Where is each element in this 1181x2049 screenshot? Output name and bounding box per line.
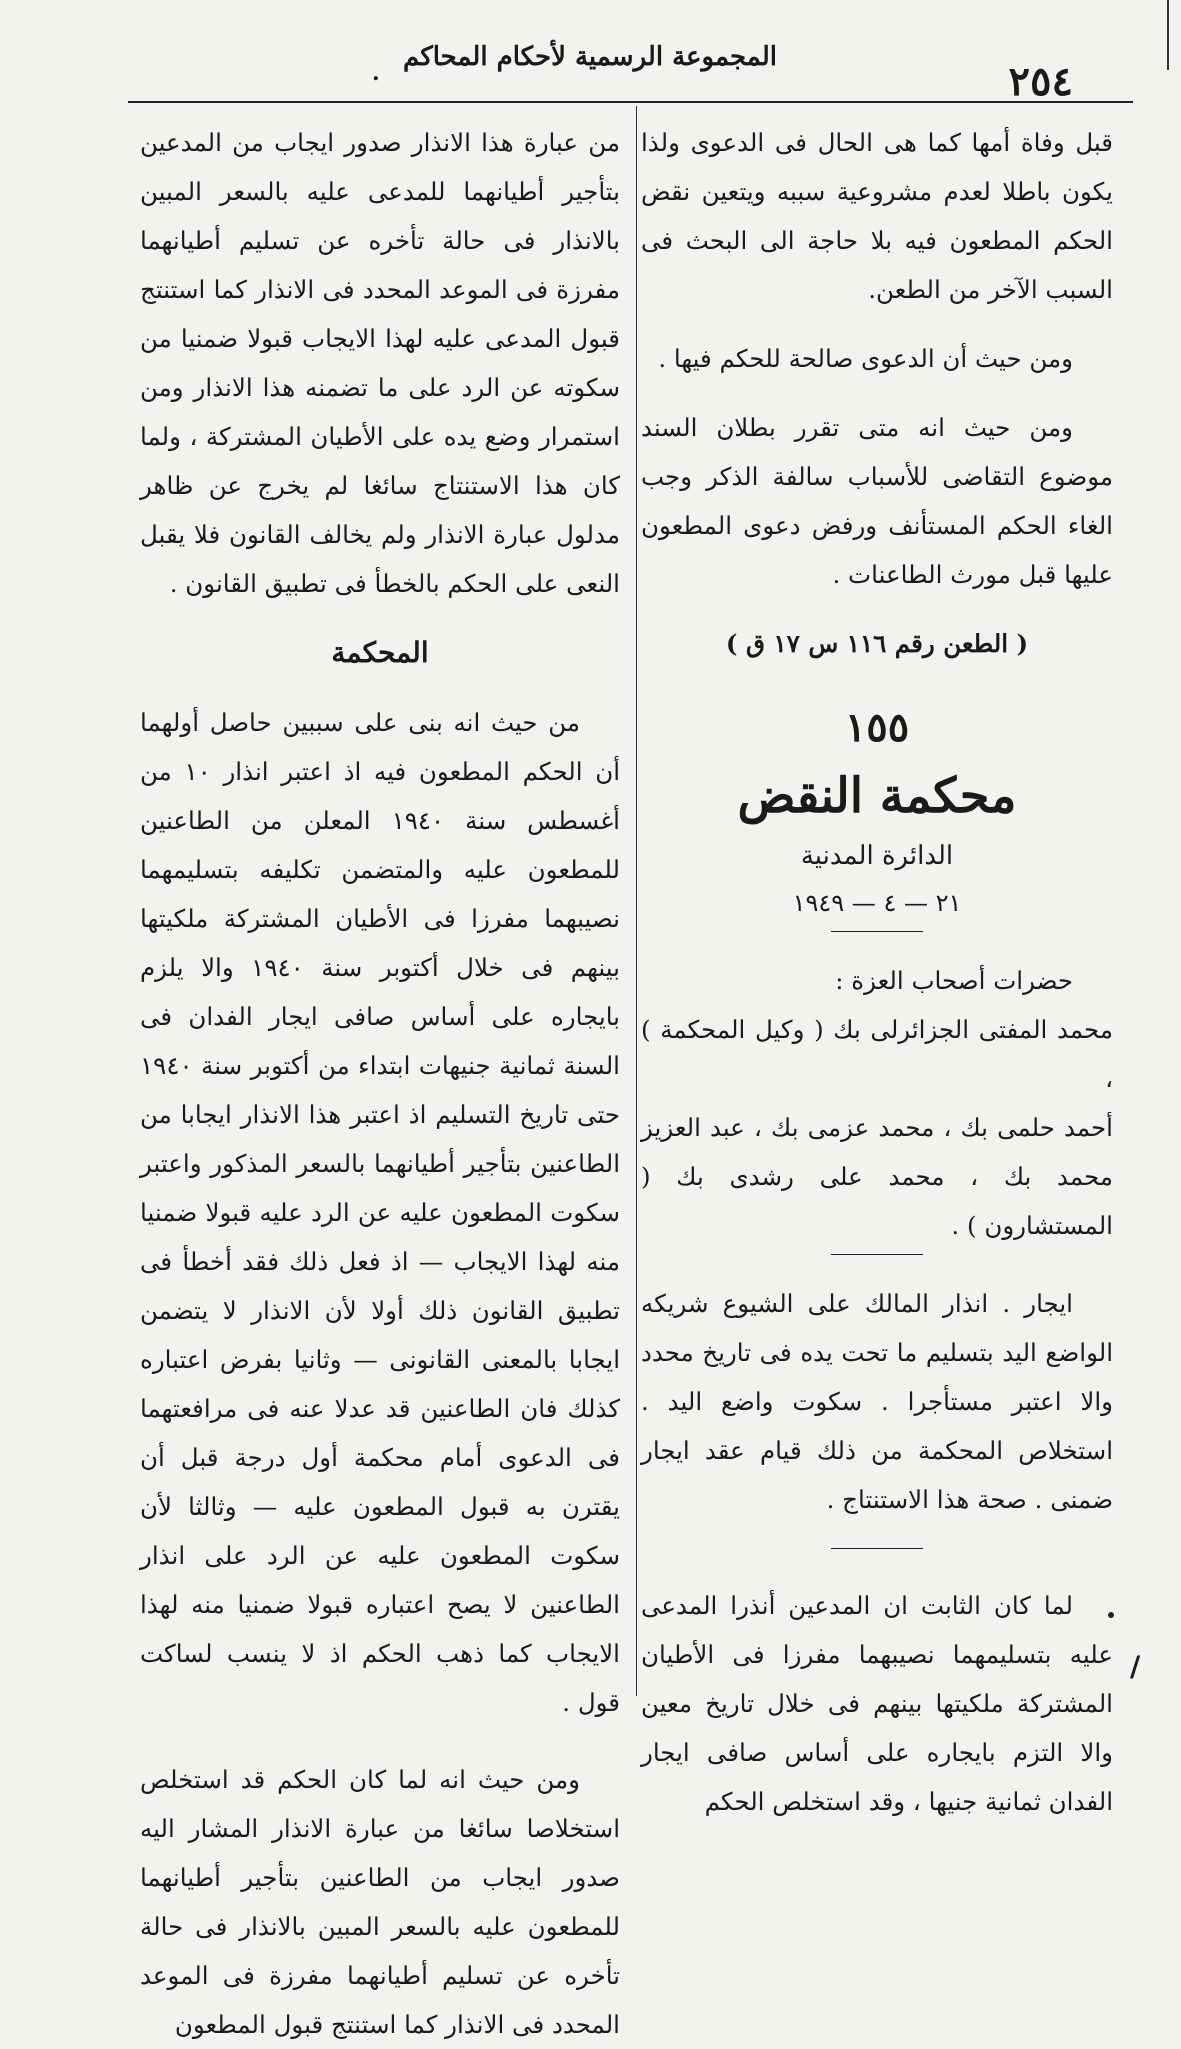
case-summary: ايجار . انذار المالك على الشيوع شريكه الواضع اليد بتسليم ما تحت يده فى تاريخ محدد والا اعتبر مستأجرا . سكوت واضع اليد . استخلاص المحكمة من ذلك قيام عقد ايجار ضمنى . صحة هذا الاستنتاج . [641, 1288, 1113, 1514]
running-header-title: المجموعة الرسمية لأحكام المحاكم [403, 42, 777, 72]
footer-mark: / [1130, 1650, 1141, 1683]
header-rule [128, 101, 1133, 103]
paragraph-continuation: قبل وفاة أمها كما هى الحال فى الدعوى ولذا يكون باطلا لعدم مشروعية سببه ويتعين نقض الحكم المطعون فيه بلا حاجة الى البحث فى السبب الآخر من الطعن. [641, 128, 1113, 304]
paragraph-reasoning: ومن حيث انه لما كان الحكم قد استخلص استخلاصا سائغا من عبارة الانذار المشار اليه صدور ايجاب من الطاعنين بتأجير أطيانهما للمطعون عليه بالسعر المبين بالانذار فى حالة تأخره عن تسليم أطيانهما مفرزة فى الموعد المحدد فى الانذار كما استنتج قبول المطعون [140, 1765, 620, 2040]
column-divider [636, 106, 637, 1696]
section-rule [831, 1548, 923, 1549]
page-edge-mark [1167, 0, 1169, 70]
ruling-date: ٢١ — ٤ — ١٩٤٩ [792, 889, 962, 918]
right-column [641, 118, 1113, 1826]
legal-principle: لما كان الثابت ان المدعين أنذرا المدعى عليه بتسليمهما نصيبهما مفرزا فى الأطيان المشتركة ملكيتها بينهم فى خلال تاريخ معين والا التزم بايجاره على أساس صافى ايجار الفدان ثمانية جنيها ، وقد استخلص الحكم [641, 1590, 1113, 1816]
case-number: ١٥٥ [844, 704, 910, 751]
left-column [140, 118, 620, 2049]
principle-continuation: من عبارة هذا الانذار صدور ايجاب من المدعين بتأجير أطيانهما للمدعى عليه بالسعر المبين بالانذار فى حالة تأخره عن تسليم أطيانهما مفرزة فى الموعد المحدد فى الانذار كما استنتج قبول المدعى عليه لهذا الايجاب قبولا ضمنيا من سكوته عن الرد على ما تضمنه هذا الانذار ومن استمرار وضع يده على الأطيان المشتركة ، ولما كان هذا الاستنتاج سائغا لم يخرج عن ظاهر مدلول عبارة الانذار ولم يخالف القانون فلا يقبل النعى على الحكم بالخطأ فى تطبيق القانون . [140, 128, 620, 598]
paragraph-ruling: ومن حيث انه متى تقرر بطلان السند موضوع التقاضى للأسباب سالفة الذكر وجب الغاء الحكم المستأنف ورفض دعوى المطعون عليها قبل مورث الطاعنات . [641, 413, 1113, 589]
header-dot: . [372, 60, 380, 86]
paragraph-grounds: من حيث انه بنى على سببين حاصل أولهما أن الحكم المطعون فيه اذ اعتبر انذار ١٠ من أغسطس سنة ١٩٤٠ المعلن من الطاعنين للمطعون عليه والمتضمن تكليفه بتسليمهما نصيبهما مفرزا فى الأطيان المشتركة ملكيتها بينهم فى خلال أكتوبر سنة ١٩٤٠ والا يلزم بايجاره على أساس صافى ايجار الفدان فى السنة ثمانية جنيهات ابتداء من أكتوبر سنة ١٩٤٠ حتى تاريخ التسليم اذ اعتبر هذا الانذار ايجابا من الطاعنين بتأجير أطيانهما بالسعر المذكور واعتبر سكوت المطعون عليه عن الرد عليه قبولا ضمنيا منه لهذا الايجاب — اذ فعل ذلك فقد أخطأ فى تطبيق القانون ذلك أولا لأن الانذار لا يتضمن ايجابا بالمعنى القانونى — وثانيا بفرض اعتباره كذلك فان الطاعنين قد عدلا عنه فى مرافعتهما فى الدعوى أمام محكمة أول درجة قبل أن يقترن به قبول المطعون عليه — وثالثا لأن سكوت المطعون عليه عن الرد على انذار الطاعنين لا يصح اعتباره قبولا ضمنيا منه لهذا الايجاب كما ذهب الحكم اذ لا ينسب لساكت قول . [140, 708, 620, 1718]
circuit-name: الدائرة المدنية [800, 841, 954, 871]
paragraph-claim-valid: ومن حيث أن الدعوى صالحة للحكم فيها . [658, 344, 1073, 373]
judges-presiding: محمد المفتى الجزائرلى بك ( وكيل المحكمة ) ، [641, 1014, 1113, 1093]
section-heading-court: المحكمة [331, 636, 429, 669]
judges-intro: حضرات أصحاب العزة : [835, 965, 1073, 995]
court-name: محكمة النقض [737, 768, 1017, 824]
case-reference: ( الطعن رقم ١١٦ س ١٧ ق ) [725, 629, 1029, 658]
page-number: ٢٥٤ [1008, 58, 1073, 105]
judges-counselors: أحمد حلمى بك ، محمد عزمى بك ، عبد العزيز محمد بك ، محمد على رشدى بك ( المستشارون ) . [641, 1112, 1113, 1240]
footer-dot [1108, 1612, 1114, 1618]
section-rule [831, 931, 923, 932]
section-rule [831, 1254, 923, 1255]
